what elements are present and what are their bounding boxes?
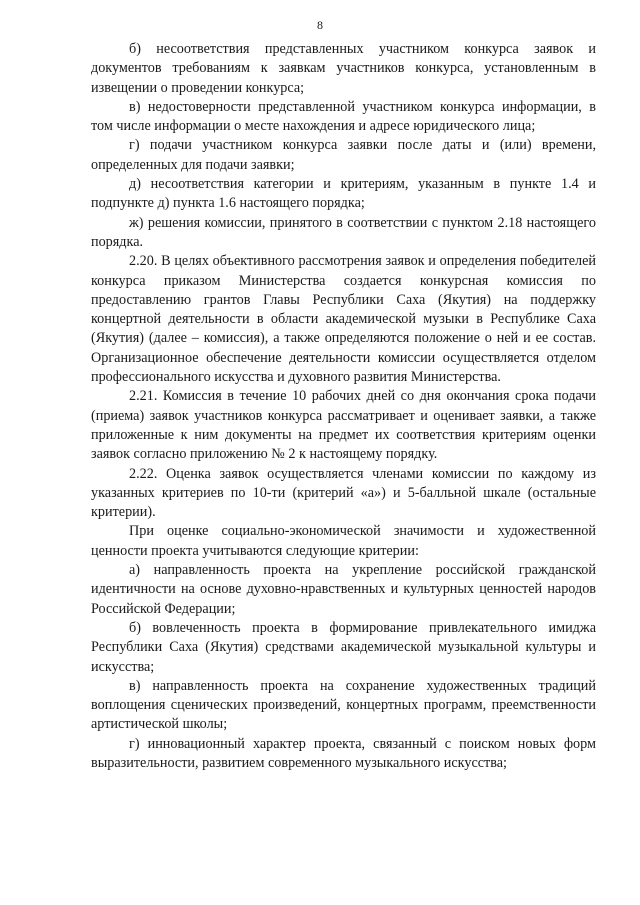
- page-number: 8: [317, 18, 323, 32]
- document-body: [91, 40, 596, 773]
- paragraph-criterion-v: в) направленность проекта на сохранение художественных традиций воплощения сценических произведений, концертных программ, преемственности артистической школы;: [91, 677, 596, 733]
- paragraph-reason-g: г) подачи участником конкурса заявки после даты и (или) времени, определенных для подачи заявки;: [91, 137, 596, 173]
- paragraph-2-22: 2.22. Оценка заявок осуществляется членами комиссии по каждому из указанных критериев по 10-ти (критерий «а») и 5-балльной шкале (остальные критерии).: [91, 465, 596, 521]
- paragraph-2-20: 2.20. В целях объективного рассмотрения заявок и определения победителей конкурса приказом Министерства создается конкурсная комиссия по предоставлению грантов Главы Республики Саха (Якутия) на поддержку концертной деятельности в области академической музыки в Республике Саха (Якутия) (далее – комиссия), а также определяются положение о ней и ее состав. Организационное обеспечение деятельности комиссии осуществляется отделом профессионального искусства и духовного развития Министерства.: [91, 253, 596, 386]
- paragraph-criteria-intro: При оценке социально-экономической значимости и художественной ценности проекта учитываются следующие критерии:: [91, 523, 596, 559]
- paragraph-reason-v: в) недостоверности представленной участником конкурса информации, в том числе информации о месте нахождения и адресе юридического лица;: [91, 98, 596, 135]
- paragraph-criterion-b: б) вовлеченность проекта в формирование привлекательного имиджа Республики Саха (Якутия) средствами академической музыкальной культуры и искусства;: [91, 619, 596, 675]
- paragraph-reason-d: д) несоответствия категории и критериям, указанным в пункте 1.4 и подпункте д) пункта 1.6 настоящего порядка;: [91, 176, 596, 212]
- paragraph-reason-zh: ж) решения комиссии, принятого в соответствии с пунктом 2.18 настоящего порядка.: [91, 214, 596, 250]
- paragraph-2-21: 2.21. Комиссия в течение 10 рабочих дней со дня окончания срока подачи (приема) заявок участников конкурса рассматривает и оценивает заявки, а также приложенные к ним документы на предмет их соответствия критериям оценки заявок согласно приложению № 2 к настоящему порядку.: [91, 388, 596, 463]
- paragraph-criterion-a: а) направленность проекта на укрепление российской гражданской идентичности на основе духовно-нравственных и культурных ценностей народов Российской Федерации;: [91, 562, 596, 617]
- paragraph-reason-b: б) несоответствия представленных участником конкурса заявок и документов требованиям к заявкам участников конкурса, установленным в извещении о проведении конкурса;: [91, 41, 596, 96]
- paragraph-criterion-g: г) инновационный характер проекта, связанный с поиском новых форм выразительности, развитием современного музыкального искусства;: [91, 735, 596, 771]
